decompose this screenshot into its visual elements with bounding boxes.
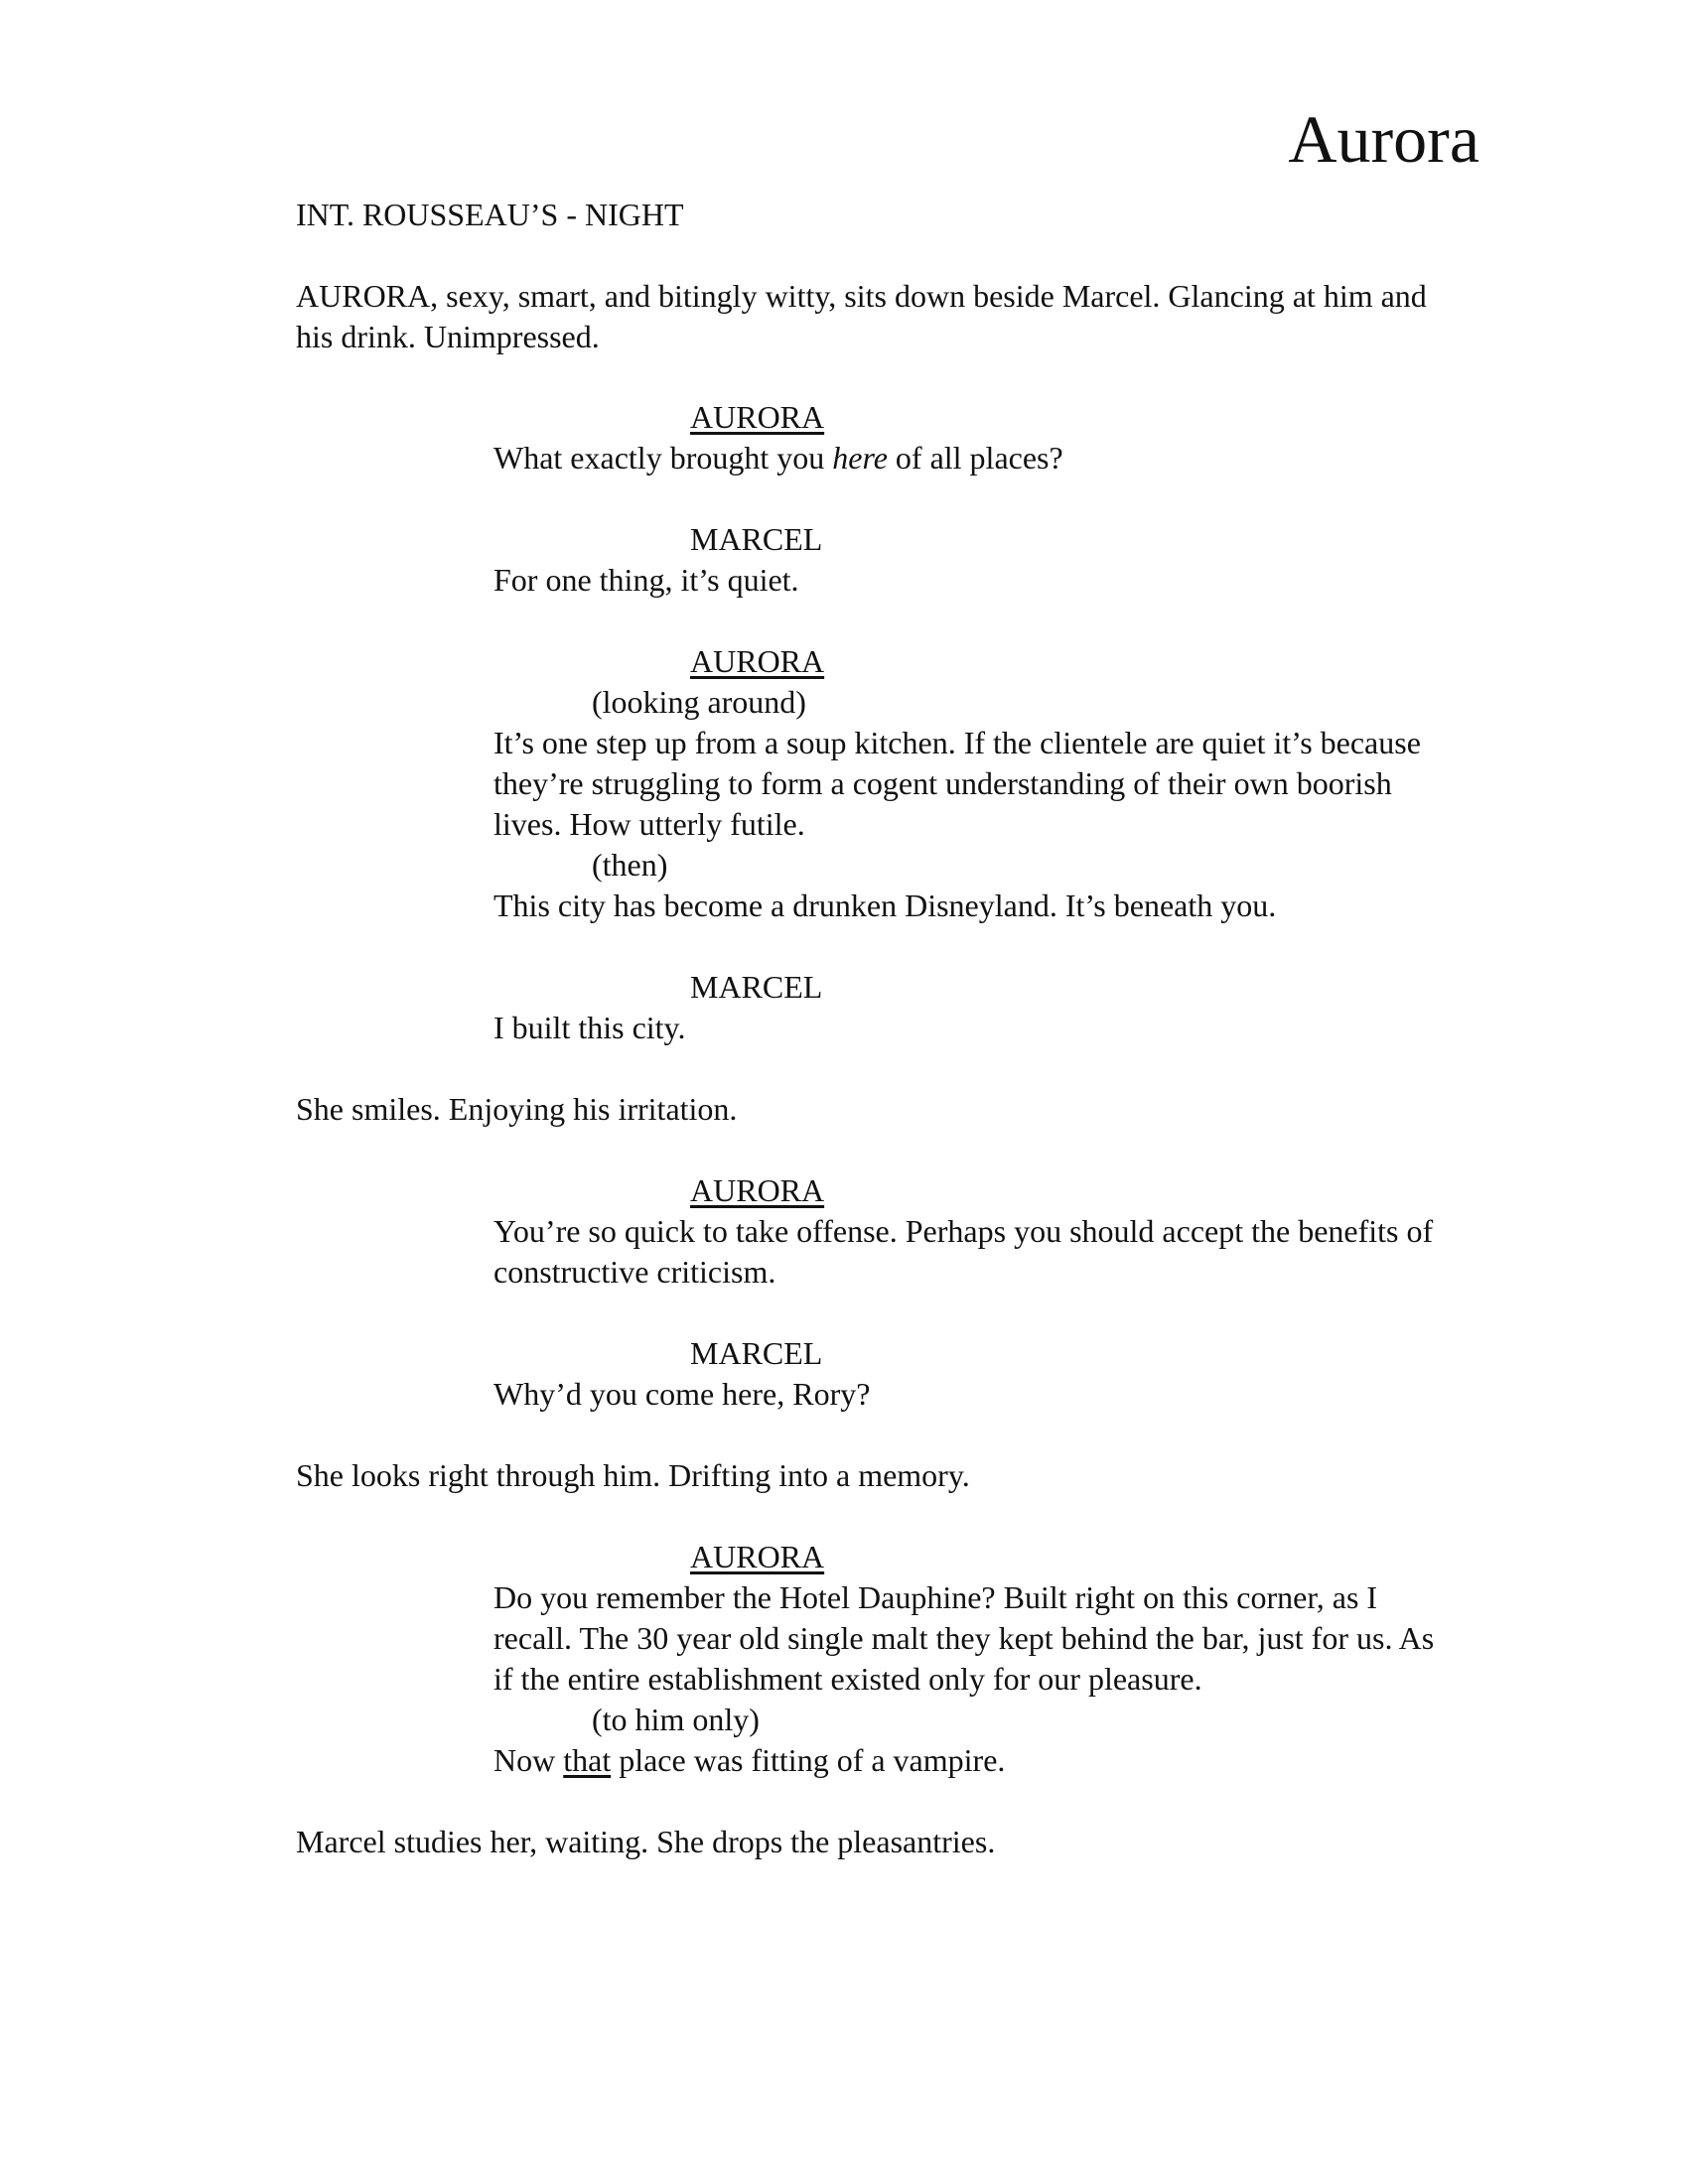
dialogue-line: if the entire establishment existed only for our pleasure. [493,1661,1202,1697]
character-name: AURORA [690,399,825,435]
dialogue-line: Do you remember the Hotel Dauphine? Built right on this corner, as I [493,1579,1378,1615]
dialogue-line: Why’d you come here, Rory? [493,1376,871,1412]
character-name: AURORA [690,1539,825,1574]
dialogue-text: of all places? [887,440,1063,476]
dialogue-text: Now [493,1742,564,1778]
dialogue-line: You’re so quick to take offense. Perhaps you should accept the benefits of [493,1213,1434,1249]
action-line: Marcel studies her, waiting. She drops the pleasantries. [296,1824,996,1859]
dialogue-line: This city has become a drunken Disneyland. It’s beneath you. [493,887,1277,923]
dialogue-line [493,438,1486,478]
parenthetical: (to him only) [592,1702,760,1737]
page-title: Aurora [1288,101,1479,177]
dialogue-line: recall. The 30 year old single malt they kept behind the bar, just for us. As [493,1620,1435,1656]
dialogue-line: constructive criticism. [493,1254,776,1290]
dialogue-line [493,1740,1486,1781]
action-line: his drink. Unimpressed. [296,319,600,354]
dialogue-line: they’re struggling to form a cogent understanding of their own boorish [493,765,1392,801]
action-line: AURORA, sexy, smart, and bitingly witty, sits down beside Marcel. Glancing at him and [296,278,1427,314]
character-name: MARCEL [690,969,823,1005]
character-name: MARCEL [690,1335,823,1371]
dialogue-line: lives. How utterly futile. [493,806,805,842]
action-line: She smiles. Enjoying his irritation. [296,1091,738,1127]
scene-heading: INT. ROUSSEAU’S - NIGHT [296,197,684,232]
character-name: MARCEL [690,521,823,557]
dialogue-line: I built this city. [493,1010,686,1045]
action-line: She looks right through him. Drifting into a memory. [296,1457,970,1493]
dialogue-emphasis: here [832,440,888,476]
parenthetical: (looking around) [592,684,806,720]
dialogue-line: It’s one step up from a soup kitchen. If the clientele are quiet it’s because [493,725,1421,760]
parenthetical: (then) [592,847,668,883]
character-name: AURORA [690,1172,825,1208]
dialogue-text: place was fitting of a vampire. [611,1742,1006,1778]
dialogue-line: For one thing, it’s quiet. [493,562,799,598]
dialogue-underline: that [563,1742,612,1778]
character-name: AURORA [690,643,825,679]
dialogue-text: What exactly brought you [493,440,833,476]
